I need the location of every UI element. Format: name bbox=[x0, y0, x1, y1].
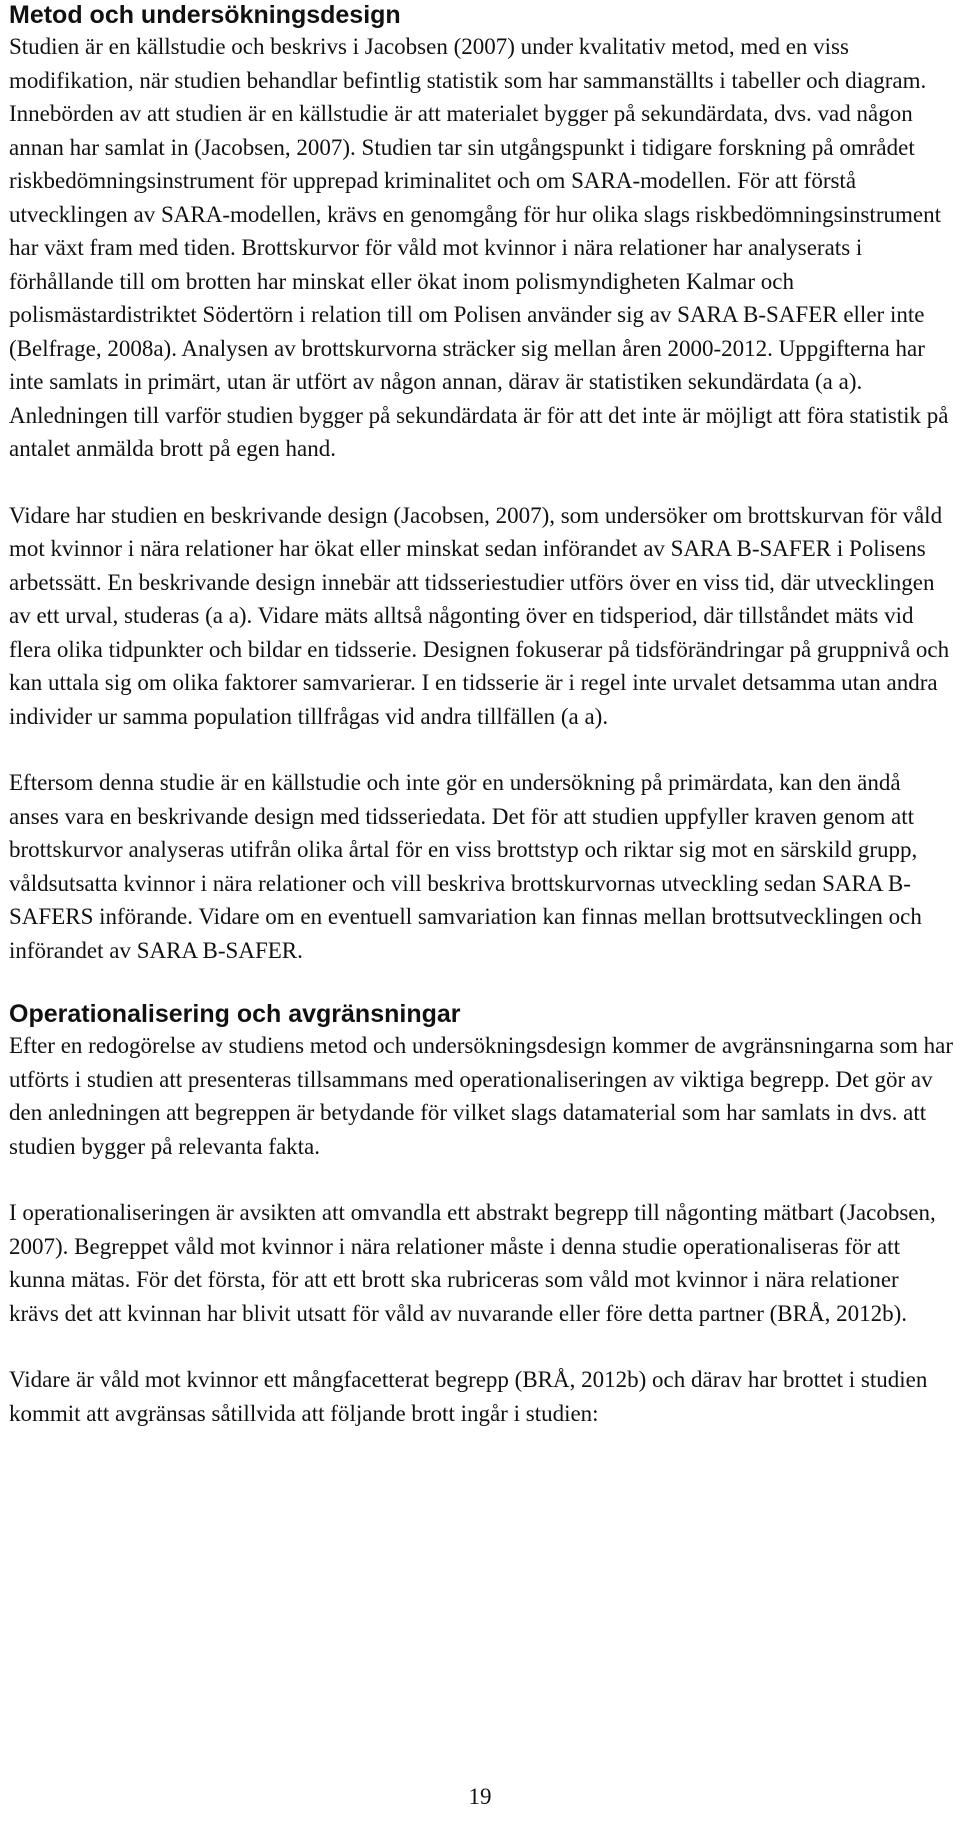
section-heading-method: Metod och undersökningsdesign bbox=[9, 1, 401, 29]
section-heading-operationalisation: Operationalisering och avgränsningar bbox=[9, 1000, 461, 1028]
paragraph-spacer bbox=[9, 1163, 954, 1196]
page-number: 19 bbox=[468, 1784, 492, 1809]
paragraph-spacer bbox=[9, 466, 954, 499]
section-spacer bbox=[9, 967, 954, 999]
paragraph-operationalisation-1: Efter en redogörelse av studiens metod och undersökningsdesign kommer de avgränsningarna som har utförts i studien att presenteras tillsammans med operationaliseringen av viktiga begrepp. Det gör av den anledningen att begreppen är betydande för vilket slags datamaterial som har samlats in dvs. att studien bygger på relevanta fakta. bbox=[9, 1033, 954, 1159]
document-page bbox=[9, 0, 954, 1430]
paragraph-operationalisation-2: I operationaliseringen är avsikten att omvandla ett abstrakt begrepp till någonting mätbart (Jacobsen, 2007). Begreppet våld mot kvinnor i nära relationer måste i denna studie operationaliseras för att kunna mätas. För det första, för att ett brott ska rubriceras som våld mot kvinnor i nära relationer krävs det att kvinnan har blivit utsatt för våld av nuvarande eller före detta partner (BRÅ, 2012b). bbox=[9, 1200, 936, 1326]
paragraph-spacer bbox=[9, 733, 954, 766]
paragraph-method-1: Studien är en källstudie och beskrivs i Jacobsen (2007) under kvalitativ metod, med en viss modifikation, när studien behandlar befintlig statistik som har sammanställts i tabeller och diagram. Innebörden av att studien är en källstudie är att materialet bygger på sekundärdata, dvs. vad någon annan har samlat in (Jacobsen, 2007). Studien tar sin utgångspunkt i tidigare forskning på området riskbedömningsinstrument för upprepad kriminalitet och om SARA-modellen. För att förstå utvecklingen av SARA-modellen, krävs en genomgång för hur olika slags riskbedömningsinstrument har växt fram med tiden. Brottskurvor för våld mot kvinnor i nära relationer har analyserats i förhållande till om brotten har minskat eller ökat inom polismyndigheten Kalmar och polismästardistriktet Södertörn i relation till om Polisen använder sig av SARA B-SAFER eller inte (Belfrage, 2008a). Analysen av brottskurvorna sträcker sig mellan åren 2000-2012. Uppgifterna har inte samlats in primärt, utan är utfört av någon annan, därav är statistiken sekundärdata (a a). Anledningen till varför studien bygger på sekundärdata är för att det inte är möjligt att föra statistik på antalet anmälda brott på egen hand. bbox=[9, 34, 949, 461]
paragraph-method-3: Eftersom denna studie är en källstudie och inte gör en undersökning på primärdata, kan den ändå anses vara en beskrivande design med tidsseriedata. Det för att studien uppfyller kraven genom att brottskurvor analyseras utifrån olika årtal för en viss brottstyp och riktar sig mot en särskild grupp, våldsutsatta kvinnor i nära relationer och vill beskriva brottskurvornas utveckling sedan SARA B-SAFERS införande. Vidare om en eventuell samvariation kan finnas mellan brottsutvecklingen och införandet av SARA B-SAFER. bbox=[9, 770, 922, 963]
paragraph-spacer bbox=[9, 1330, 954, 1363]
paragraph-method-2: Vidare har studien en beskrivande design (Jacobsen, 2007), som undersöker om brottskurvan för våld mot kvinnor i nära relationer har ökat eller minskat sedan införandet av SARA B-SAFER i Polisens arbetssätt. En beskrivande design innebär att tidsseriestudier utförs över en viss tid, där utvecklingen av ett urval, studeras (a a). Vidare mäts alltså någonting över en tidsperiod, där tillståndet mäts vid flera olika tidpunkter och bildar en tidsserie. Designen fokuserar på tidsförändringar på gruppnivå och kan uttala sig om olika faktorer samvarierar. I en tidsserie är i regel inte urvalet detsamma utan andra individer ur samma population tillfrågas vid andra tillfällen (a a). bbox=[9, 502, 950, 729]
paragraph-operationalisation-3: Vidare är våld mot kvinnor ett mångfacetterat begrepp (BRÅ, 2012b) och därav har brottet i studien kommit att avgränsas såtillvida att följande brott ingår i studien: bbox=[9, 1367, 928, 1426]
